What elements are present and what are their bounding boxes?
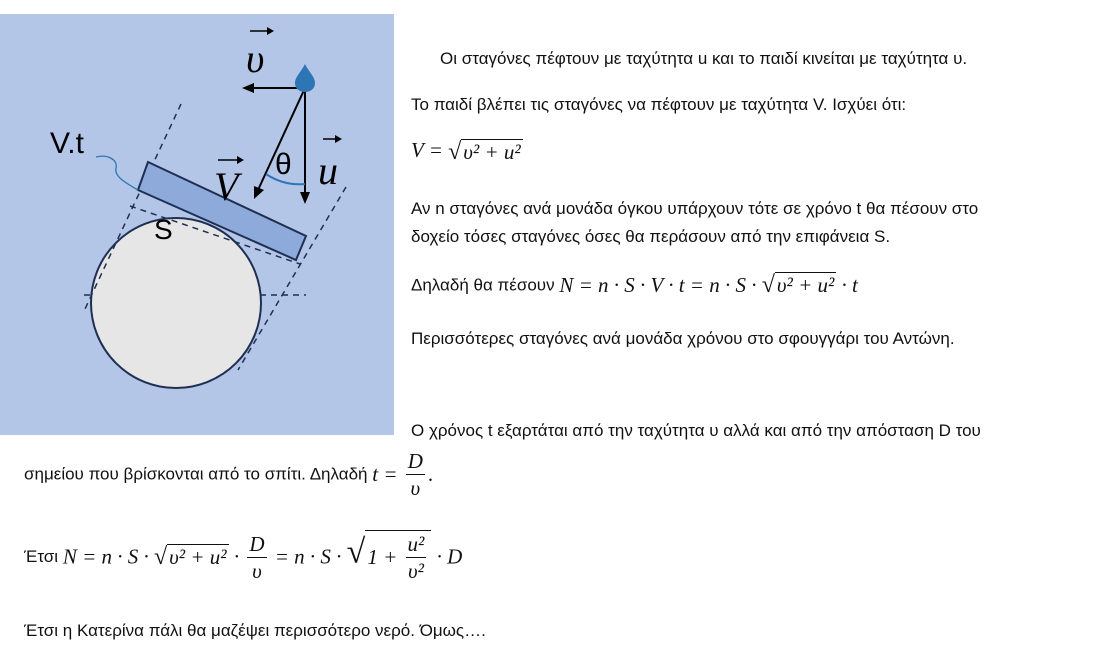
- eq4-inner-denominator: υ²: [407, 559, 424, 583]
- eq3-numerator: D: [407, 449, 423, 473]
- sqrt-sign: √: [761, 272, 775, 298]
- label-v: V: [214, 164, 239, 209]
- eq4-part-b: = n · S ·: [269, 544, 347, 569]
- eq2-radicand: υ² + u²: [776, 273, 835, 297]
- sqrt-sign: √: [154, 543, 168, 570]
- paragraph-line-2: Το παιδί βλέπει τις σταγόνες να πέφτουν με ταχύτητα V. Ισχύει ότι:: [411, 95, 907, 114]
- eq3-t: t =: [372, 462, 403, 486]
- eq3-period: .: [427, 462, 434, 486]
- paragraph-line-8: Έτσι η Κατερίνα πάλι θα μαζέψει περισσότερο νερό. Όμως….: [24, 621, 486, 640]
- paragraph-line-7: Έτσι: [24, 547, 59, 566]
- eq2-part-b: · t: [836, 273, 858, 297]
- eq3-fraction: [406, 448, 425, 501]
- paragraph-line-1: Οι σταγόνες πέφτουν με ταχύτητα u και το παιδί κινείται με ταχύτητα υ.: [440, 49, 968, 68]
- eq4-radicand-2: [365, 530, 431, 584]
- eq4-sqrt-2: [347, 530, 432, 584]
- eq4-fraction-2: [406, 531, 427, 584]
- paragraph-line-5: Περισσότερες σταγόνες ανά μονάδα χρόνου στο σφουγγάρι του Αντώνη.: [411, 329, 955, 348]
- eq4-radicand-1: υ² + u²: [169, 544, 227, 569]
- paragraph-line-6a: Ο χρόνος t εξαρτάται από την ταχύτητα υ αλλά και από την απόσταση D του: [411, 421, 981, 440]
- label-theta: θ: [275, 148, 292, 181]
- equation-n-row: [411, 272, 858, 299]
- eq1-lhs: V =: [411, 138, 449, 162]
- eq4-part-a: N = n · S ·: [62, 544, 154, 569]
- eq4-inner-numerator: u²: [407, 532, 425, 556]
- eq3-denominator: υ: [410, 476, 421, 500]
- eq4-numerator: D: [249, 531, 265, 556]
- eq4-fraction-1: [247, 531, 266, 584]
- equation-n-final-row: [24, 530, 462, 584]
- paragraph-line-3a: Αν n σταγόνες ανά μονάδα όγκου υπάρχουν τότε σε χρόνο t θα πέσουν στο: [411, 199, 979, 218]
- eq1-radicand: υ² + u²: [463, 140, 521, 165]
- label-s: S: [154, 214, 173, 245]
- eq4-sqrt-1: [154, 544, 229, 571]
- label-vt: V.t: [50, 127, 84, 160]
- eq4-one: 1 +: [367, 545, 403, 569]
- eq4-dot: ·: [228, 544, 245, 569]
- paragraph-line-4: Δηλαδή θα πέσουν: [411, 275, 555, 295]
- sqrt-sign: √: [346, 533, 366, 571]
- sqrt-sign: √: [448, 139, 462, 166]
- eq2-part-a: N = n · S · V · t = n · S ·: [559, 273, 762, 297]
- equation-t-row: [24, 448, 433, 501]
- paragraph-line-3b: δοχείο τόσες σταγόνες όσες θα περάσουν από την επιφάνεια S.: [411, 227, 891, 246]
- eq2-sqrt: [762, 272, 837, 299]
- equation-v: [411, 138, 523, 166]
- label-upsilon: υ: [246, 36, 265, 81]
- eq1-sqrt: [448, 139, 523, 166]
- label-u: u: [318, 148, 338, 193]
- eq4-part-c: · D: [431, 544, 463, 569]
- paragraph-line-6b: σημείου που βρίσκονται από το σπίτι. Δηλαδή: [24, 464, 368, 484]
- eq4-denominator: υ: [252, 558, 262, 583]
- rain-diagram: [0, 14, 394, 435]
- container-circle: [91, 218, 261, 388]
